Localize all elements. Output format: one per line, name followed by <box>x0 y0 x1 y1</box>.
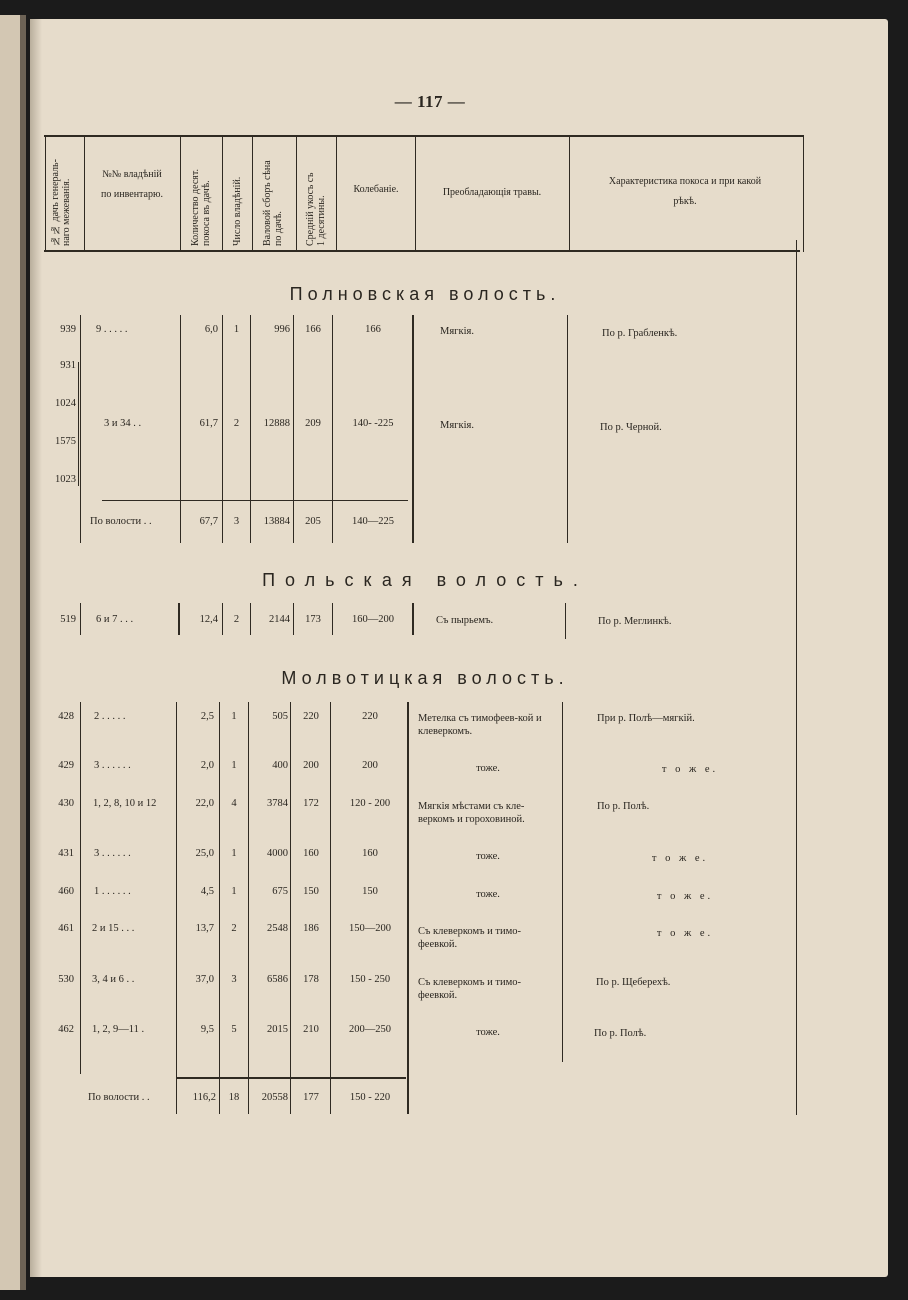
header-vladeniya: №№ владѣній по инвентарю. <box>101 169 163 200</box>
table-header-rule <box>44 250 800 252</box>
header-sredniy: Средній укосъ съ 1 десятины. <box>305 172 327 246</box>
section-title-polskaya: Польская волость. <box>262 570 588 590</box>
header-kolebanie: Колебаніе. <box>353 184 399 195</box>
header-valovoy: Валовой сборъ сѣна по дачѣ. <box>262 160 284 246</box>
section-title-polnovskaya: Полновская волость. <box>289 284 561 304</box>
previous-page-edge <box>0 15 26 1290</box>
header-chislo: Число владѣній. <box>232 176 243 246</box>
header-harakteristika: Характеристика покоса и при какой рѣкѣ. <box>608 176 762 207</box>
header-travy: Преобладающія травы. <box>442 187 542 198</box>
table-top-rule <box>44 135 804 137</box>
brace <box>78 362 79 486</box>
page-number: — 117 — <box>394 92 466 111</box>
header-dacha: №№ дачъ генераль- наго межеванія. <box>50 159 72 246</box>
header-kolichestvo: Количество десят. покоса въ дачѣ. <box>190 169 212 246</box>
section-title-molvotitskaya: Молвотицкая волость. <box>281 668 569 688</box>
